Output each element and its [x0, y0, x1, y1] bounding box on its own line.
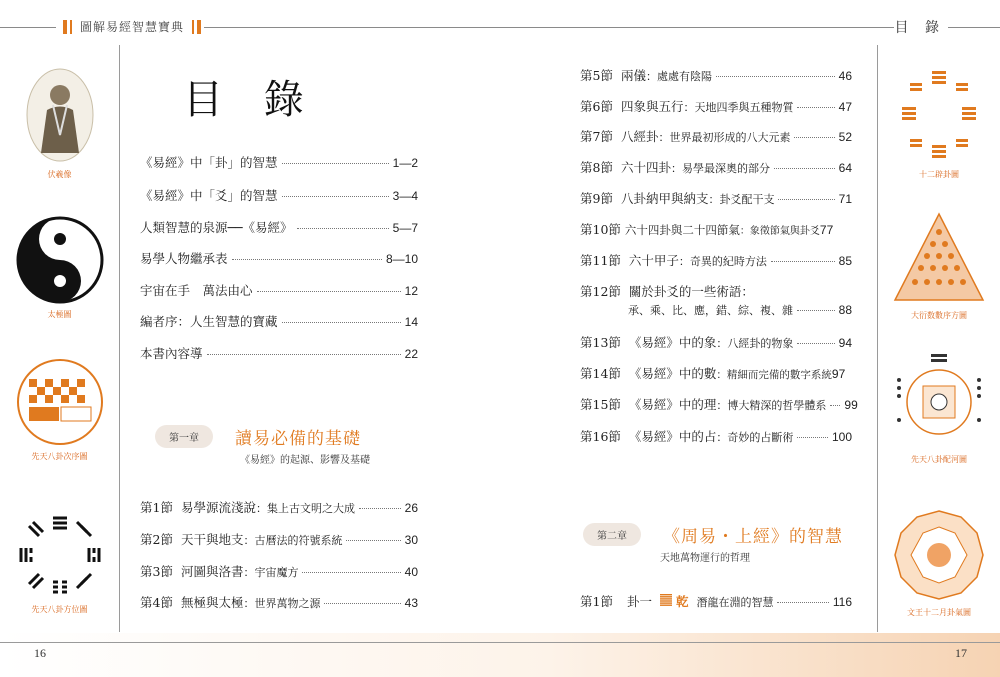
bagua-direction-chart-icon: [15, 510, 105, 600]
toc-section[interactable]: [140, 562, 418, 580]
section-subtitle: ：象徵節氣與卦爻: [739, 226, 820, 237]
figure-caption: 伏羲像: [47, 170, 72, 179]
toc-section[interactable]: [580, 66, 852, 84]
toc-section[interactable]: [580, 427, 852, 445]
toc-section[interactable]: [580, 282, 852, 300]
section-title: 易學源流淺說: [180, 500, 256, 515]
section-subtitle: ：天地四季與五種物質: [683, 101, 794, 114]
section-number: 第3節: [140, 564, 173, 579]
section-title: 《易經》中的象: [628, 335, 717, 350]
section-page: 88: [838, 303, 852, 317]
wenwang-month-chart-icon: [891, 507, 987, 603]
leader-dots: [797, 107, 834, 108]
section-title: 河圖與洛書: [180, 564, 244, 579]
page-title: 目 錄: [183, 77, 318, 123]
entry-title: 易學人物繼承表: [140, 251, 228, 266]
chapter-1-banner[interactable]: [155, 424, 361, 449]
toc-entry[interactable]: [140, 153, 418, 171]
section-subtitle: 承、乘、比、應，錯、綜、複、雜: [628, 304, 793, 317]
section-title: 目 錄: [894, 20, 945, 36]
twelve-hexagram-chart-icon: [894, 65, 984, 165]
toc-section[interactable]: [580, 220, 852, 238]
header-rule-left: [0, 27, 56, 28]
section-subtitle: ：精細而完備的數字系統: [716, 369, 832, 381]
section-title: 六十四卦: [620, 160, 671, 175]
entry-page: 8—10: [385, 252, 418, 266]
dayan-triangle-chart-icon: [891, 210, 987, 306]
figure-caption: 先天八卦配河圖: [911, 455, 967, 464]
section-title: 八卦納甲與納支: [620, 191, 709, 206]
leader-dots: [797, 343, 834, 344]
section-subtitle: ：八經卦的物象: [716, 337, 794, 350]
entry-title: 《易經》中「爻」的智慧: [140, 188, 278, 203]
chapter-subtitle: 《易經》的起源、影響及基礎: [240, 455, 370, 466]
section-subtitle: ：卦爻配干支: [708, 193, 775, 206]
chapter-label: 第二章: [583, 523, 641, 546]
figure-bagua-order: [0, 357, 119, 462]
leader-dots: [346, 540, 400, 541]
chapter-name: 《周易・上經》的智慧: [663, 527, 843, 547]
chapter-name: 讀易必備的基礎: [235, 429, 361, 449]
leader-dots: [282, 163, 389, 164]
entry-page: 1—2: [392, 156, 418, 170]
leader-dots: [777, 602, 828, 603]
entry-title: 《易經》中「卦」的智慧: [140, 155, 278, 170]
section-page: 43: [404, 596, 418, 610]
orange-bar-mark: [192, 20, 194, 34]
leader-dots: [359, 508, 401, 509]
section-subtitle: ：古曆法的符號系統: [243, 534, 343, 547]
toc-section[interactable]: [580, 592, 852, 610]
entry-page: 22: [404, 347, 418, 361]
section-page: 97: [831, 367, 846, 381]
section-subtitle: ：易學最深奧的部分: [670, 162, 770, 175]
figure-taiji: [0, 215, 119, 320]
section-subtitle: ：世界最初形成的八大元素: [658, 131, 791, 144]
leader-dots: [771, 261, 835, 262]
section-page: 64: [838, 161, 852, 175]
section-page: 47: [838, 100, 852, 114]
section-title: 《易經》中的占: [628, 429, 717, 444]
figure-hetu: [878, 350, 1000, 465]
section-title: 關於卦爻的一些術語：: [628, 284, 754, 299]
section-number: 第1節: [580, 594, 613, 609]
right-figure-column: [877, 45, 1000, 632]
section-title: 卦一: [626, 594, 652, 609]
leader-dots: [830, 405, 840, 406]
section-subtitle: ：處處有陰陽: [645, 70, 712, 83]
orange-bar-mark: [197, 20, 201, 34]
entry-page: 14: [404, 315, 418, 329]
entry-title: 人類智慧的泉源──《易經》: [140, 220, 293, 235]
section-number: 第15節: [580, 397, 621, 412]
header-rule-middle: [204, 27, 894, 28]
section-title: 八經卦: [620, 129, 659, 144]
toc-section[interactable]: [580, 251, 852, 269]
leader-dots: [282, 196, 389, 197]
entry-title: 宇宙在手 萬法由心: [140, 283, 253, 298]
section-number: 第4節: [140, 595, 173, 610]
toc-section[interactable]: [140, 498, 418, 516]
section-page: 71: [838, 192, 852, 206]
toc-section[interactable]: [580, 127, 852, 145]
toc-entry[interactable]: [140, 281, 418, 299]
header-rule-right: [948, 27, 1000, 28]
leader-dots: [324, 603, 400, 604]
section-page: 100: [831, 430, 852, 444]
section-number: 第5節: [580, 68, 613, 83]
section-page: 99: [844, 398, 858, 412]
leader-dots: [797, 310, 835, 311]
figure-dayan: [878, 210, 1000, 321]
section-number: 第14節: [580, 366, 621, 381]
section-number: 第8節: [580, 160, 613, 175]
section-number: 第12節: [580, 284, 621, 299]
leader-dots: [302, 572, 400, 573]
figure-bagua-direction: [0, 510, 119, 615]
entry-title: 編者序：人生智慧的寶藏: [140, 314, 278, 329]
toc-section[interactable]: [580, 364, 852, 382]
section-page: 85: [838, 254, 852, 268]
section-number: 第16節: [580, 429, 621, 444]
section-number: 第10節: [580, 222, 621, 237]
section-subtitle: ：宇宙魔方: [243, 566, 299, 579]
leader-dots: [232, 259, 382, 260]
toc-entry[interactable]: [140, 218, 418, 236]
qian-hexagram-icon: [660, 594, 672, 606]
leader-dots: [207, 354, 401, 355]
section-title: 《易經》中的理: [628, 397, 717, 412]
section-subtitle: ：博大精深的哲學體系: [716, 399, 827, 412]
left-page-number: 16: [34, 646, 46, 660]
chapter-2-banner[interactable]: [583, 522, 843, 547]
toc-section[interactable]: [580, 333, 852, 351]
toc-section[interactable]: [580, 97, 852, 115]
entry-page: 3—4: [392, 189, 418, 203]
footer-rule: [0, 642, 1000, 643]
toc-entry[interactable]: [140, 186, 418, 204]
figure-twelve-hexagram: [878, 65, 1000, 180]
leader-dots: [257, 291, 401, 292]
section-page: 46: [838, 69, 852, 83]
toc-section[interactable]: [580, 189, 852, 207]
orange-bar-mark: [70, 20, 72, 34]
hetu-chart-icon: [891, 350, 987, 450]
section-title: 無極與太極: [180, 595, 244, 610]
book-title: [60, 18, 204, 35]
section-number: 第6節: [580, 99, 613, 114]
section-subtitle: 潛龍在淵的智慧: [696, 596, 774, 609]
chapter-label: 第一章: [155, 425, 213, 448]
figure-caption: 太極圖: [47, 310, 72, 319]
right-page-number: 17: [955, 646, 967, 660]
section-number: 第13節: [580, 335, 621, 350]
fuxi-portrait-icon: [25, 65, 95, 165]
section-title: 天干與地支: [180, 532, 244, 547]
section-number: 第7節: [580, 129, 613, 144]
section-page: 40: [404, 565, 418, 579]
figure-caption: 先天八卦方位圖: [31, 605, 88, 614]
toc-section-continued[interactable]: [628, 302, 852, 318]
book-title-text: 圖解易經智慧寶典: [80, 20, 185, 34]
section-page: 52: [838, 130, 852, 144]
section-number: 第2節: [140, 532, 173, 547]
bagua-order-chart-icon: [15, 357, 105, 447]
toc-section[interactable]: [140, 530, 418, 548]
leader-dots: [797, 437, 828, 438]
figure-fuxi: [0, 65, 119, 180]
toc-section[interactable]: [580, 395, 858, 413]
taiji-icon: [15, 215, 105, 305]
figure-caption: 大衍数數序方圖: [911, 311, 967, 320]
leader-dots: [282, 322, 401, 323]
section-title: 《易經》中的數: [628, 366, 717, 381]
section-title: 六十甲子: [628, 253, 679, 268]
toc-section[interactable]: [580, 158, 852, 176]
section-page: 116: [832, 595, 852, 609]
leader-dots: [774, 168, 835, 169]
toc-entry[interactable]: [140, 312, 418, 330]
section-page: 77: [819, 223, 834, 237]
toc-section[interactable]: [140, 593, 418, 611]
section-subtitle: ：奇異的紀時方法: [678, 255, 767, 268]
toc-entry[interactable]: [140, 249, 418, 267]
section-subtitle: ：世界萬物之源: [243, 597, 321, 610]
leader-dots: [794, 137, 834, 138]
figure-caption: 先天八卦次序圖: [31, 452, 88, 461]
toc-entry[interactable]: [140, 344, 418, 362]
hexagram-name: 乾: [675, 594, 689, 609]
leader-dots: [297, 228, 389, 229]
entry-page: 5—7: [392, 221, 418, 235]
figure-caption: 文王十二月卦氣圖: [907, 608, 971, 617]
figure-wenwang: [878, 507, 1000, 618]
left-figure-column: [0, 45, 120, 632]
section-page: 30: [404, 533, 418, 547]
section-subtitle: ：集上古文明之大成: [255, 502, 355, 515]
leader-dots: [716, 76, 835, 77]
section-page: 94: [838, 336, 852, 350]
entry-title: 本書內容導: [140, 346, 203, 361]
section-number: 第1節: [140, 500, 173, 515]
section-title: 六十四卦與二十四節氣: [624, 223, 740, 237]
section-subtitle: ：奇妙的占斷術: [716, 431, 794, 444]
page-header: [0, 0, 1000, 50]
chapter-subtitle: 天地萬物運行的哲理: [660, 553, 750, 564]
section-number: 第9節: [580, 191, 613, 206]
figure-caption: 十二辟卦圖: [919, 170, 959, 179]
section-title: 四象與五行: [620, 99, 684, 114]
section-number: 第11節: [580, 253, 621, 268]
orange-bar-mark: [63, 20, 67, 34]
leader-dots: [778, 199, 834, 200]
section-page: 26: [404, 501, 418, 515]
entry-page: 12: [404, 284, 418, 298]
section-title: 兩儀: [620, 68, 646, 83]
page-footer: [0, 633, 1000, 677]
